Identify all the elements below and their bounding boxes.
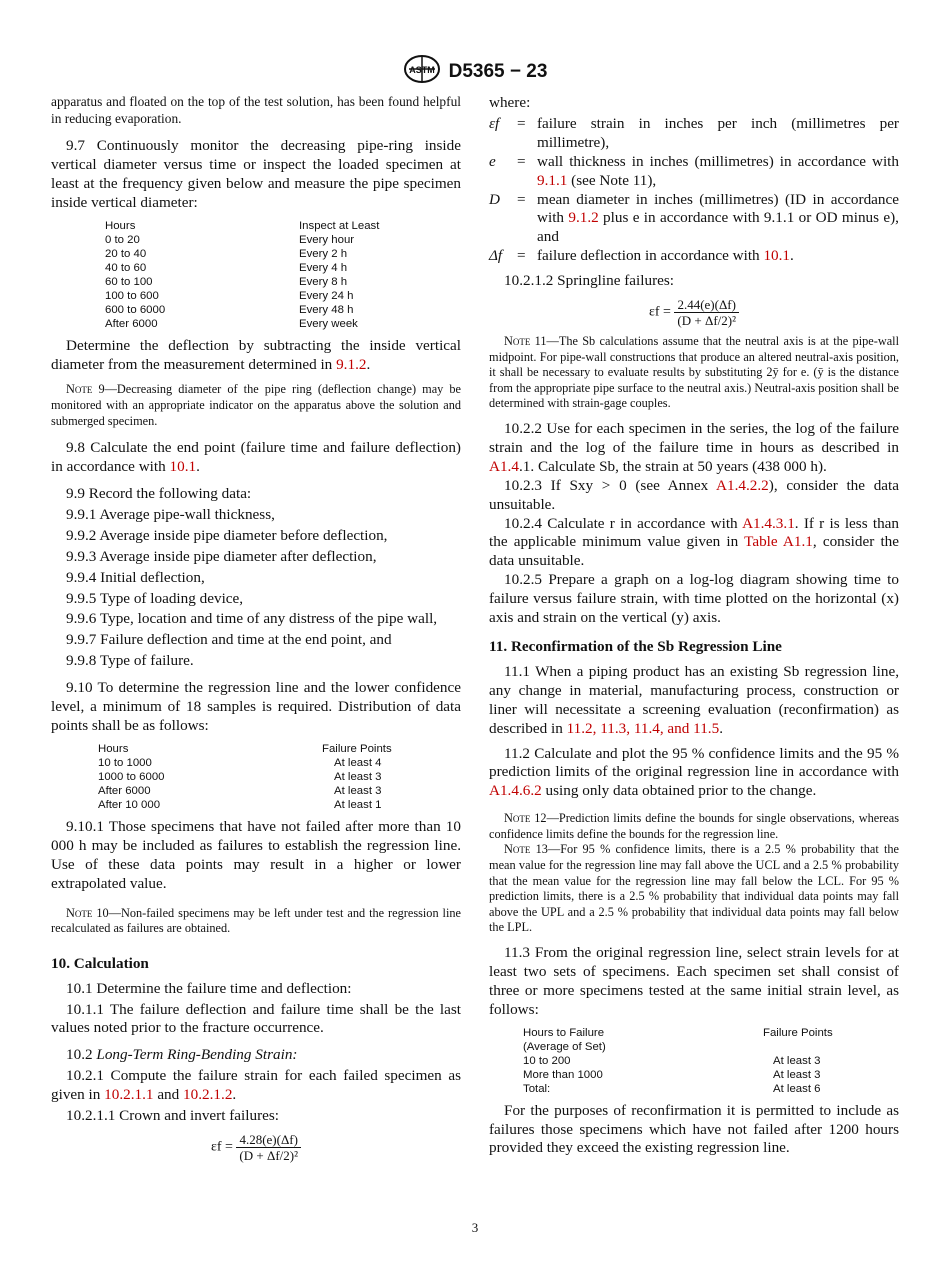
definition-row: D = mean diameter in inches (millimetres) (ID in accordance with 9.1.2 plus e in accordance with 9.1.1 or OD minus e), and xyxy=(489,190,899,246)
table-row xyxy=(523,1082,863,1096)
paragraph-10-2-1-2: 10.2.1.2 Springline failures: xyxy=(504,272,674,290)
ref-link[interactable]: 10.2.1.2 xyxy=(183,1086,233,1104)
table-header: Failure Points xyxy=(322,742,392,755)
paragraph-10-2: 10.2 Long-Term Ring-Bending Strain: xyxy=(66,1046,298,1064)
paragraph-reconfirmation-final: For the purposes of reconfirmation it is permitted to include as failures those specimens which have not failed after 1200 hours provided they exceed the existing regression line. xyxy=(489,1101,899,1157)
table-header-row xyxy=(105,219,425,233)
ref-link[interactable]: 10.1 xyxy=(169,458,197,476)
ref-link[interactable]: A1.4.2.2 xyxy=(716,476,769,494)
table-cell: 100 to 600 xyxy=(105,289,159,302)
inspection-frequency-table xyxy=(105,219,425,331)
ref-link[interactable]: 10.1 xyxy=(763,247,791,265)
paragraph-10-2-4: 10.2.4 Calculate r in accordance with A1.4.3.1. If r is less than the applicable minimum value given in Table A1.1, consider the data unsuitable. xyxy=(489,514,900,570)
right-column xyxy=(489,94,899,1158)
paragraph-10-1: 10.1 Determine the failure time and deflection: xyxy=(66,979,352,997)
paragraph-9-9-3: 9.9.3 Average inside pipe diameter after deflection, xyxy=(66,547,377,565)
paragraph-9-9-8: 9.9.8 Type of failure. xyxy=(66,652,194,670)
table-cell: Every 2 h xyxy=(299,247,348,260)
ref-link[interactable]: 10.2.1.1 xyxy=(104,1086,154,1104)
table-cell: At least 3 xyxy=(773,1068,821,1081)
note-10: Note 10—Non-failed specimens may be left under test and the regression line recalculated as failures are obtained. xyxy=(51,905,461,936)
table-cell: At least 1 xyxy=(334,798,382,811)
table-cell: After 6000 xyxy=(98,784,151,797)
table-cell: At least 6 xyxy=(773,1082,821,1095)
table-header-row xyxy=(98,742,418,756)
paragraph-11-3: 11.3 From the original regression line, select strain levels for at least two sets of specimens. Each specimen set shall consist of three or more specimens tested at the same initial strain level, as follows: xyxy=(489,944,899,1018)
table-header: Hours xyxy=(98,742,129,755)
table-cell: At least 3 xyxy=(334,770,382,783)
paragraph-9-9-5: 9.9.5 Type of loading device, xyxy=(66,589,244,607)
table-cell: 1000 to 6000 xyxy=(98,770,165,783)
table-cell: 10 to 200 xyxy=(523,1054,571,1067)
paragraph-10-2-1-1: 10.2.1.1 Crown and invert failures: xyxy=(66,1107,280,1125)
section-heading-10: 10. Calculation xyxy=(51,954,149,972)
table-cell: At least 4 xyxy=(334,756,382,769)
table-row xyxy=(105,317,425,331)
paragraph-10-2-5: 10.2.5 Prepare a graph on a log-log diagram showing time to failure versus failure strain, with time plotted on the horizontal (x) axis and strain on the vertical (y) axis. xyxy=(489,571,899,627)
table-row xyxy=(523,1068,863,1082)
table-cell: At least 3 xyxy=(773,1054,821,1067)
note-12: Note 12—Prediction limits define the bounds for single observations, whereas confidence limits define the bounds for the regression line. xyxy=(489,811,900,841)
table-row xyxy=(98,770,418,784)
table-row xyxy=(523,1054,863,1068)
ref-link[interactable]: A1.4 xyxy=(489,457,519,475)
table-cell: Every hour xyxy=(299,233,355,246)
table-cell: Total: xyxy=(523,1082,551,1095)
paragraph-9-9-1: 9.9.1 Average pipe-wall thickness, xyxy=(66,505,275,523)
paragraph-determine-deflection: Determine the deflection by subtracting the inside vertical diameter from the measurement determined in 9.1.2. xyxy=(51,336,461,373)
paragraph-9-9-2: 9.9.2 Average inside pipe diameter before deflection, xyxy=(66,526,388,544)
table-header-row xyxy=(523,1040,863,1054)
table-row xyxy=(98,784,418,798)
reconfirmation-table xyxy=(523,1026,863,1096)
standard-designation: D5365 − 23 xyxy=(448,60,548,82)
definitions-list xyxy=(489,115,899,266)
paragraph-9-10: 9.10 To determine the regression line and the lower confidence level, a minimum of 18 samples is required. Distribution of data points shall be as follows: xyxy=(51,679,461,734)
ref-link[interactable]: Table A1.1 xyxy=(744,533,813,551)
left-column xyxy=(51,94,461,1169)
paragraph-9-9-4: 9.9.4 Initial deflection, xyxy=(66,568,205,586)
paragraph-10-2-3: 10.2.3 If Sxy > 0 (see Annex A1.4.2.2), consider the data unsuitable. xyxy=(489,476,900,513)
table-cell: More than 1000 xyxy=(523,1068,603,1081)
table-cell: After 10 000 xyxy=(98,798,161,811)
table-header: Hours to Failure xyxy=(523,1026,605,1039)
paragraph-9-9-6: 9.9.6 Type, location and time of any distress of the pipe wall, xyxy=(66,610,438,628)
table-cell: At least 3 xyxy=(334,784,382,797)
where-label: where: xyxy=(489,94,531,111)
table-header: Inspect at Least xyxy=(299,219,380,232)
table-cell: 0 to 20 xyxy=(105,233,140,246)
paragraph-9-9: 9.9 Record the following data: xyxy=(66,485,252,503)
distribution-table xyxy=(98,742,418,812)
paragraph-11-2: 11.2 Calculate and plot the 95 % confidence limits and the 95 % prediction limits of the original regression line in accordance with A1.4.6.2 using only data obtained prior to the change. xyxy=(489,744,899,800)
paragraph-9-7: 9.7 Continuously monitor the decreasing pipe-ring inside vertical diameter versus time or inspect the loaded specimen at least at the frequency given below and measure the pipe specimen inside vertical diameter: xyxy=(51,137,461,211)
table-cell: 60 to 100 xyxy=(105,275,153,288)
table-cell: Every 8 h xyxy=(299,275,348,288)
table-cell: After 6000 xyxy=(105,317,158,330)
paragraph-10-2-2: 10.2.2 Use for each specimen in the series, the log of the failure strain and the log of the failure time in hours as described in A1.4.1. Calculate Sb, the strain at 50 years (438 000 h). xyxy=(489,420,899,475)
table-cell: Every 24 h xyxy=(299,289,354,302)
table-row xyxy=(105,289,425,303)
table-cell: 20 to 40 xyxy=(105,247,147,260)
table-cell: 10 to 1000 xyxy=(98,756,152,769)
formula-crown-invert: εf = $\frac{4.28(e)(\Delta f)}{\text{(D + Δf/2)²}}$ xyxy=(51,1132,461,1163)
table-row xyxy=(98,756,418,770)
table-row xyxy=(105,233,425,247)
ref-link[interactable]: A1.4.6.2 xyxy=(489,782,542,800)
note-13: Note 13—For 95 % confidence limits, there is a 2.5 % probability that the mean value for the regression line may fall above the UCL and a 2.5 % probability that the mean value for the regression line may fall below the LCL. For 95 % prediction limits, there is a 2.5 % probability that individual data points may fall above the UPL and a 2.5 % probability that individual data points may fall below the LPL. xyxy=(489,842,899,935)
page-header xyxy=(0,54,950,89)
paragraph-9-9-7: 9.9.7 Failure deflection and time at the end point, and xyxy=(66,631,392,649)
table-cell: 40 to 60 xyxy=(105,261,147,274)
astm-logo-icon xyxy=(403,54,441,89)
table-row xyxy=(105,247,425,261)
table-row xyxy=(105,303,425,317)
page-number: 3 xyxy=(471,1220,479,1235)
definition-row: εf = failure strain in inches per inch (millimetres per millimetre), xyxy=(489,114,899,151)
paragraph-11-1: 11.1 When a piping product has an existing Sb regression line, any change in material, manufacturing process, construction or liner will necessitate a screening evaluation (reconfirmation) as described in 11.2, 11.3, 11.4, and 11.5. xyxy=(489,662,899,737)
table-row xyxy=(105,275,425,289)
table-row xyxy=(105,261,425,275)
section-heading-11: 11. Reconfirmation of the Sb Regression Line xyxy=(489,638,782,655)
table-cell: Every 4 h xyxy=(299,261,348,274)
table-row xyxy=(98,798,418,812)
ref-link[interactable]: A1.4.3.1 xyxy=(742,514,795,532)
paragraph-continuation: apparatus and floated on the top of the test solution, has been found helpful in reducing evaporation. xyxy=(51,94,461,126)
table-cell: Every 48 h xyxy=(299,303,354,316)
table-header: Failure Points xyxy=(763,1026,833,1039)
table-cell: 600 to 6000 xyxy=(105,303,166,316)
paragraph-10-2-1: 10.2.1 Compute the failure strain for each failed specimen as given in 10.2.1.1 and 10.2.1.2. xyxy=(51,1067,461,1104)
ref-link[interactable]: 9.1.2 xyxy=(336,355,367,373)
table-header-row xyxy=(523,1026,863,1040)
table-cell: Every week xyxy=(299,317,358,330)
paragraph-9-8: 9.8 Calculate the end point (failure time and failure deflection) in accordance with 10.1. xyxy=(51,439,461,476)
definition-row: e = wall thickness in inches (millimetres) in accordance with 9.1.1 (see Note 11), xyxy=(489,152,899,189)
ref-link[interactable]: 9.1.1 xyxy=(537,171,568,189)
paragraph-9-10-1: 9.10.1 Those specimens that have not failed after more than 10 000 h may be included as failures to establish the regression line. Use of these data points may result in a higher or lower extrapolated value. xyxy=(51,817,461,892)
formula-springline: εf = $\frac{2.44(e)(\Delta f)}{\text{(D + Δf/2)²}}$ xyxy=(489,297,899,328)
definition-row: Δf = failure deflection in accordance with 10.1. xyxy=(489,247,794,265)
ref-link[interactable]: 9.1.2 xyxy=(568,209,599,227)
svg-text:ASTM: ASTM xyxy=(408,65,435,75)
note-9: Note 9—Decreasing diameter of the pipe ring (deflection change) may be monitored with an appropriate indicator on the apparatus above the solution and submerged specimen. xyxy=(51,382,461,428)
note-11: Note 11—The Sb calculations assume that the neutral axis is at the pipe-wall midpoint. For pipe-wall constructions that produce an altered neutral-axis position, it shall be necessary to evaluate results by substituting 2ȳ for e. (ȳ is the distance from the appropriate pipe surface to the neutral axis.) Neutral-axis position shall be determined with strain-gage couples. xyxy=(489,334,899,411)
ref-link[interactable]: 11.2, 11.3, 11.4, and 11.5 xyxy=(566,719,720,737)
table-header: Hours xyxy=(105,219,136,232)
table-header: (Average of Set) xyxy=(523,1040,606,1053)
paragraph-10-1-1: 10.1.1 The failure deflection and failure time shall be the last values noted prior to the fracture occurrence. xyxy=(51,1000,461,1037)
